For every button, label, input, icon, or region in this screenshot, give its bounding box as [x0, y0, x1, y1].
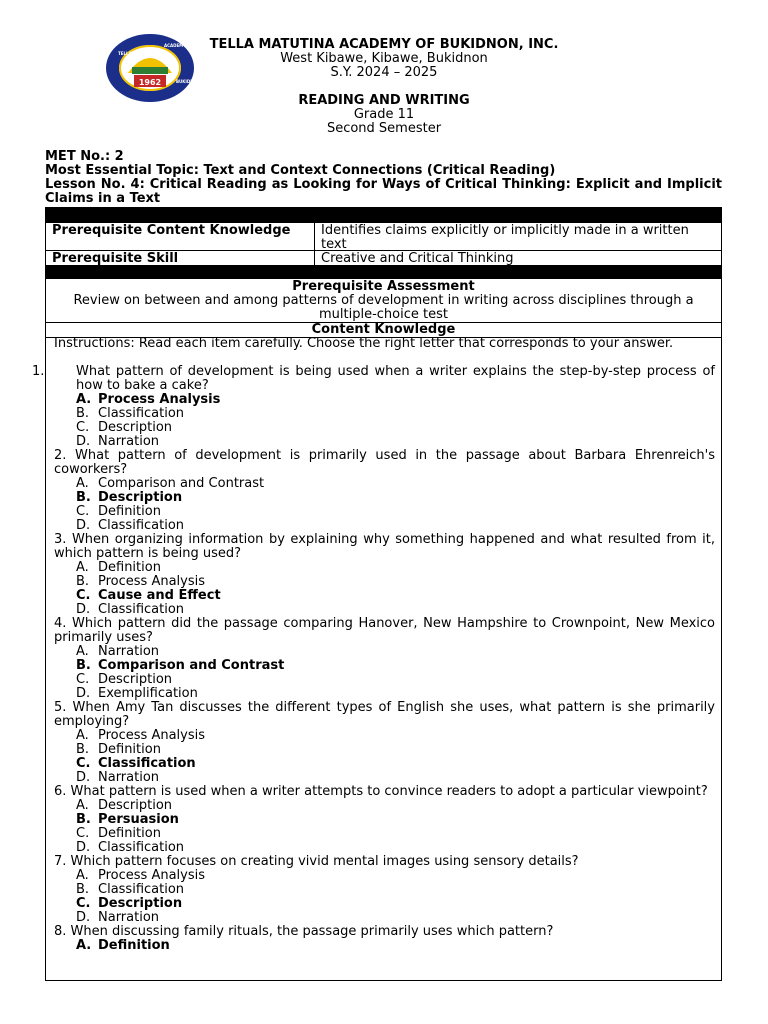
svg-text:TELLA: TELLA: [118, 51, 132, 56]
option-letter: C.: [76, 504, 90, 519]
question-prompt: Which pattern focuses on creating vivid mental images using sensory details?: [70, 854, 579, 869]
option-letter: A.: [76, 798, 89, 813]
option-text: Narration: [98, 644, 160, 659]
answer-option-correct: [76, 589, 715, 603]
option-letter: D.: [76, 518, 91, 533]
option-text: Comparison and Contrast: [98, 476, 265, 491]
table-header-bar: [46, 208, 721, 222]
option-text: Classification: [98, 602, 185, 617]
option-letter: A.: [76, 938, 92, 953]
answer-option: [76, 505, 715, 519]
svg-text:BUKIDNON: BUKIDNON: [176, 79, 201, 84]
answer-option: [76, 407, 715, 421]
answer-options: [54, 393, 715, 449]
option-text: Process Analysis: [98, 728, 206, 743]
grade-level: Grade 11: [353, 107, 415, 122]
prereq-skill-row: [46, 251, 721, 266]
answer-option: [76, 743, 715, 757]
option-letter: D.: [76, 770, 91, 785]
school-year: S.Y. 2024 – 2025: [330, 65, 438, 80]
answer-option-correct: [76, 393, 715, 407]
option-letter: C.: [76, 826, 90, 841]
option-letter: A.: [76, 644, 89, 659]
option-text: Definition: [98, 742, 161, 757]
option-text: Process Analysis: [98, 392, 221, 407]
question-text: [54, 617, 715, 645]
svg-text:1962: 1962: [138, 78, 162, 87]
prereq-content-value: Identifies claims explicitly or implicitly made in a written text: [321, 223, 689, 252]
answer-option: [76, 575, 715, 589]
lesson-table: [32, 207, 722, 981]
answer-option: [76, 561, 715, 575]
answer-option: [76, 729, 715, 743]
met-number: MET No.: 2: [45, 149, 124, 164]
answer-option: [76, 883, 715, 897]
answer-options: [54, 799, 715, 855]
option-letter: D.: [76, 840, 91, 855]
assessment-description: Review on between and among patterns of development in writing across disciplines through a multiple-choice test: [73, 293, 694, 322]
question-number: 7.: [54, 854, 71, 869]
school-name: TELLA MATUTINA ACADEMY OF BUKIDNON, INC.: [209, 37, 559, 52]
answer-option: [76, 435, 715, 449]
prereq-content-row: [46, 222, 721, 251]
question-number: 4.: [54, 616, 73, 631]
option-text: Definition: [98, 938, 170, 953]
question-number: 3.: [54, 532, 72, 547]
option-letter: A.: [76, 560, 89, 575]
question-number: 5.: [54, 700, 73, 715]
option-letter: C.: [76, 756, 91, 771]
option-letter: A.: [76, 868, 89, 883]
option-text: Process Analysis: [98, 868, 206, 883]
answer-option: [76, 603, 715, 617]
option-letter: A.: [76, 392, 92, 407]
question-list: [32, 364, 715, 953]
option-text: Narration: [98, 770, 160, 785]
answer-option-correct: [76, 813, 715, 827]
option-letter: D.: [76, 686, 91, 701]
option-text: Narration: [98, 910, 160, 925]
answer-options: [54, 477, 715, 533]
option-text: Classification: [98, 840, 185, 855]
question-prompt: What pattern of development is being used when a writer explains the step-by-step process of how to bake a cake?: [76, 364, 715, 393]
semester: Second Semester: [326, 121, 442, 136]
answer-option-correct: [76, 757, 715, 771]
option-text: Classification: [98, 882, 185, 897]
answer-options: [54, 561, 715, 617]
option-text: Classification: [98, 406, 185, 421]
prereq-skill-label: Prerequisite Skill: [46, 251, 315, 265]
prereq-content-label: Prerequisite Content Knowledge: [46, 223, 315, 250]
option-letter: B.: [76, 406, 90, 421]
option-text: Cause and Effect: [98, 588, 221, 603]
option-letter: B.: [76, 490, 91, 505]
option-text: Definition: [98, 504, 161, 519]
option-letter: C.: [76, 672, 90, 687]
option-letter: A.: [76, 728, 89, 743]
question-number: 8.: [54, 924, 71, 939]
option-text: Classification: [98, 518, 185, 533]
answer-options: [54, 939, 715, 953]
question-text: [32, 364, 715, 393]
option-letter: C.: [76, 588, 91, 603]
essential-topic: Most Essential Topic: Text and Context Connections (Critical Reading): [45, 163, 556, 178]
answer-option: [76, 421, 715, 435]
instructions: Instructions: Read each item carefully. Choose the right letter that corresponds to your answer.: [54, 336, 674, 351]
option-text: Description: [98, 798, 173, 813]
question-number: 6.: [54, 784, 71, 799]
option-letter: B.: [76, 742, 90, 757]
option-letter: D.: [76, 602, 91, 617]
question-text: [54, 925, 715, 939]
option-letter: C.: [76, 420, 90, 435]
svg-text:ACADEMY: ACADEMY: [164, 43, 187, 48]
question-number: 1.: [32, 364, 45, 379]
answer-options: [54, 869, 715, 925]
option-text: Persuasion: [98, 812, 179, 827]
question-text: [54, 785, 715, 799]
quiz-content: [32, 336, 715, 953]
content-knowledge-title: Content Knowledge: [311, 322, 456, 337]
option-letter: C.: [76, 896, 91, 911]
answer-option-correct: [76, 659, 715, 673]
question-text: [54, 701, 715, 729]
question-text: [54, 533, 715, 561]
option-letter: B.: [76, 658, 91, 673]
question-prompt: What pattern of development is primarily used in the passage about Barbara Ehrenreich's coworkers?: [54, 448, 715, 477]
option-letter: D.: [76, 434, 91, 449]
option-letter: B.: [76, 882, 90, 897]
option-text: Comparison and Contrast: [98, 658, 285, 673]
option-letter: B.: [76, 574, 90, 589]
question-prompt: Which pattern did the passage comparing Hanover, New Hampshire to Crownpoint, New Mexico primarily uses?: [54, 616, 715, 645]
question-text: [54, 855, 715, 869]
school-address: West Kibawe, Kibawe, Bukidnon: [280, 51, 488, 66]
option-text: Description: [98, 896, 183, 911]
option-text: Definition: [98, 826, 161, 841]
answer-option: [76, 911, 715, 925]
answer-option: [76, 687, 715, 701]
option-letter: A.: [76, 476, 89, 491]
lesson-title: Lesson No. 4: Critical Reading as Looking for Ways of Critical Thinking: Explicit and Implicit Claims in a Text: [45, 177, 722, 206]
question-text: [54, 449, 715, 477]
option-text: Classification: [98, 756, 196, 771]
answer-options: [54, 645, 715, 701]
answer-option: [76, 771, 715, 785]
option-text: Process Analysis: [98, 574, 206, 589]
answer-option: [76, 841, 715, 855]
answer-option: [76, 519, 715, 533]
option-text: Description: [98, 672, 173, 687]
answer-option: [76, 645, 715, 659]
answer-option-correct: [76, 897, 715, 911]
option-letter: D.: [76, 910, 91, 925]
option-text: Description: [98, 490, 183, 505]
option-text: Narration: [98, 434, 160, 449]
prereq-skill-value: Creative and Critical Thinking: [321, 251, 514, 266]
option-text: Exemplification: [98, 686, 198, 701]
answer-option-correct: [76, 939, 715, 953]
option-text: Definition: [98, 560, 161, 575]
answer-option: [76, 869, 715, 883]
question-prompt: When discussing family rituals, the passage primarily uses which pattern?: [70, 924, 554, 939]
subject-title: READING AND WRITING: [298, 93, 470, 108]
section-divider-bar: [46, 266, 721, 279]
question-prompt: What pattern is used when a writer attempts to convince readers to adopt a particular viewpoint?: [70, 784, 708, 799]
assessment-title: Prerequisite Assessment: [292, 279, 475, 294]
answer-option: [76, 673, 715, 687]
answer-option: [76, 799, 715, 813]
answer-option: [76, 477, 715, 491]
question-number: 2.: [54, 448, 76, 463]
answer-option-correct: [76, 491, 715, 505]
option-letter: B.: [76, 812, 91, 827]
option-text: Description: [98, 420, 173, 435]
question-prompt: When Amy Tan discusses the different types of English she uses, what pattern is she primarily employing?: [54, 700, 715, 729]
answer-options: [54, 729, 715, 785]
question-prompt: When organizing information by explaining why something happened and what resulted from it, which pattern is being used?: [54, 532, 715, 561]
answer-option: [76, 827, 715, 841]
